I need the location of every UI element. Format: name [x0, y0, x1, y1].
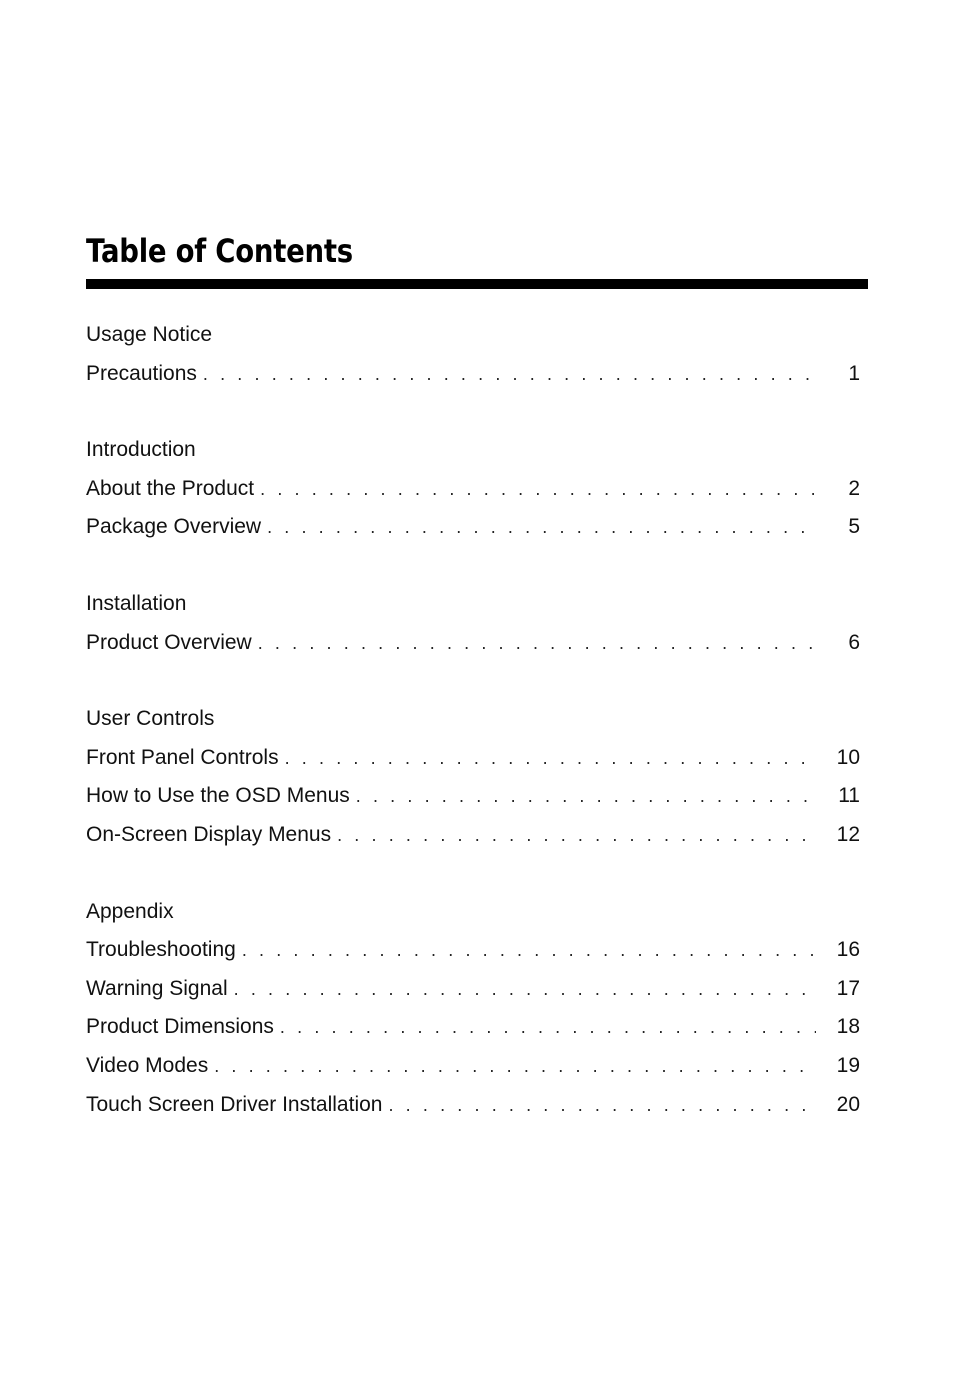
dot-leader	[285, 739, 816, 778]
dot-leader	[280, 1008, 816, 1047]
dot-leader	[214, 1047, 816, 1086]
section-heading: Appendix	[86, 899, 174, 923]
dot-leader	[337, 816, 816, 855]
toc-entry-product-overview[interactable]	[86, 624, 868, 663]
entry-page-number: 20	[836, 1092, 860, 1116]
entry-label: Warning Signal	[86, 976, 228, 1000]
entry-label: Package Overview	[86, 515, 262, 539]
dot-leader	[203, 355, 816, 394]
entry-page-number: 12	[836, 822, 860, 846]
toc-entry-precautions[interactable]	[86, 355, 868, 394]
entry-label: Product Dimensions	[86, 1015, 274, 1039]
entry-page-number: 1	[848, 361, 860, 385]
toc-section-installation	[86, 585, 868, 662]
entry-label: About the Product	[86, 476, 255, 500]
entry-label: Product Overview	[86, 630, 252, 654]
toc-section-introduction	[86, 431, 868, 547]
section-heading: Installation	[86, 591, 187, 615]
document-page	[86, 0, 868, 1388]
entry-page-number: 11	[838, 784, 860, 808]
dot-leader	[242, 931, 816, 970]
dot-leader	[258, 624, 816, 663]
toc-entry-touch-screen-driver-installation[interactable]	[86, 1086, 868, 1125]
section-heading: Usage Notice	[86, 323, 213, 346]
entry-page-number: 17	[836, 976, 860, 1000]
entry-label: Troubleshooting	[86, 938, 236, 962]
entry-label: Precautions	[86, 361, 197, 385]
entry-label: Video Modes	[86, 1053, 209, 1077]
entry-label: How to Use the OSD Menus	[86, 784, 350, 808]
toc-entry-troubleshooting[interactable]	[86, 931, 868, 970]
title-divider	[86, 279, 868, 289]
dot-leader	[267, 508, 816, 547]
entry-page-number: 16	[836, 938, 860, 962]
entry-label: Touch Screen Driver Installation	[86, 1092, 383, 1116]
entry-page-number: 5	[848, 515, 860, 539]
toc-entry-video-modes[interactable]	[86, 1047, 868, 1086]
toc-entry-on-screen-display-menus[interactable]	[86, 816, 868, 855]
page-title: Table of Contents	[86, 232, 353, 270]
toc-entry-product-dimensions[interactable]	[86, 1008, 868, 1047]
toc-entry-front-panel-controls[interactable]	[86, 739, 868, 778]
dot-leader	[356, 777, 816, 816]
entry-label: On-Screen Display Menus	[86, 822, 332, 846]
dot-leader	[388, 1086, 816, 1125]
entry-label: Front Panel Controls	[86, 745, 279, 769]
entry-page-number: 2	[848, 476, 860, 500]
toc-entry-warning-signal[interactable]	[86, 970, 868, 1009]
entry-page-number: 10	[836, 745, 860, 769]
section-heading: User Controls	[86, 707, 215, 731]
toc-entry-about-the-product[interactable]	[86, 470, 868, 509]
toc-section-appendix	[86, 893, 868, 1125]
toc-entry-package-overview[interactable]	[86, 508, 868, 547]
toc-entry-how-to-use-osd-menus[interactable]	[86, 777, 868, 816]
toc-section-user-controls	[86, 700, 868, 854]
dot-leader	[234, 970, 816, 1009]
section-heading: Introduction	[86, 438, 196, 462]
entry-page-number: 18	[836, 1015, 860, 1039]
table-of-contents	[86, 316, 868, 1162]
entry-page-number: 6	[848, 630, 860, 654]
entry-page-number: 19	[836, 1053, 860, 1077]
dot-leader	[260, 470, 816, 509]
toc-section-usage-notice	[86, 316, 868, 393]
